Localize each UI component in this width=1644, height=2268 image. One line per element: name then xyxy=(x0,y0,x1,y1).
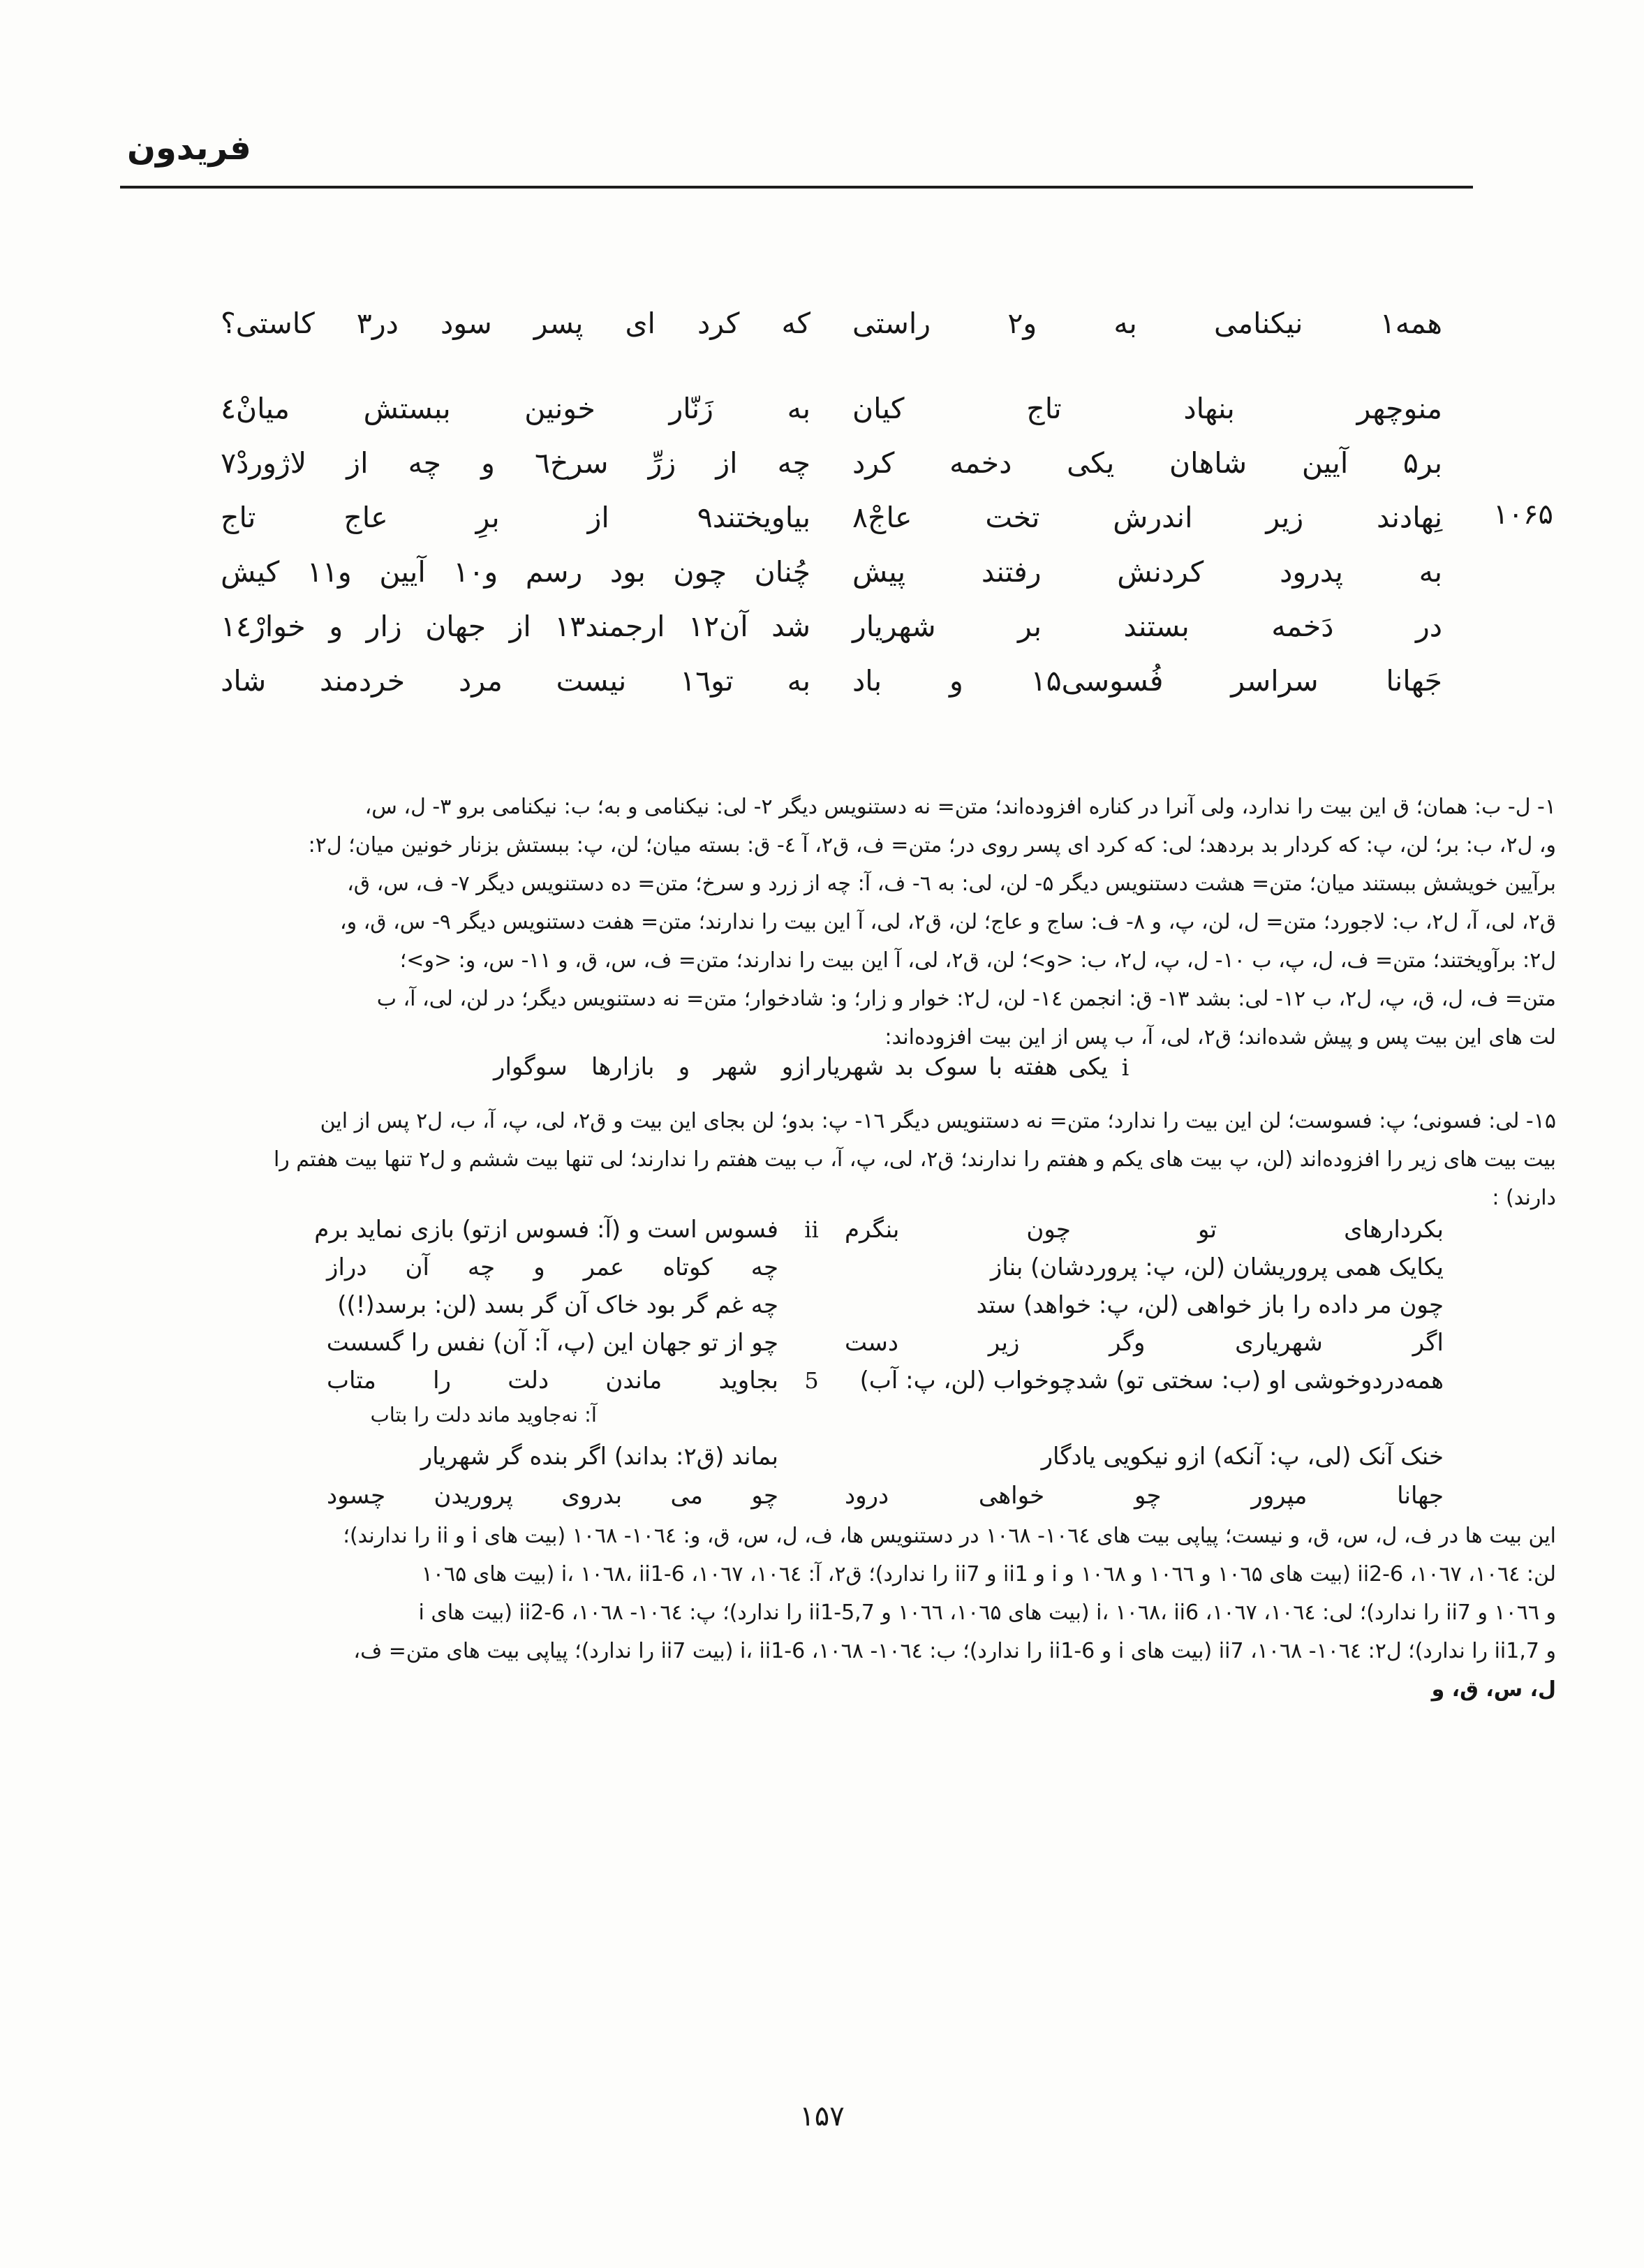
note-line-final: ل، س، ق، و xyxy=(1431,1677,1556,1702)
hemistich-left: بیاویختند۹ از برِ عاج تاج xyxy=(221,501,810,534)
hemistich-right: خنک آنک (لی، پ: آنکه) ازو نیکویی یادگار xyxy=(1041,1443,1444,1471)
hemistich-right: همه‌۱ نیکنامی به و۲ راستی xyxy=(852,307,1442,340)
couplet xyxy=(221,654,1442,708)
note-line: لن: ۱۰٦٤، ۱۰٦۷، ii2-6 (بیت های ۱۰٦۵ و ۱۰٦٦ و ۱۰٦۸ و i و ii1 و ii7 را ندارد)؛ ق۲، آ: ۱۰٦٤، ۱۰٦۷، i، ۱۰٦۸، ii1-6 (بیت های ۱۰٦۵ xyxy=(421,1562,1556,1586)
couplet xyxy=(327,1324,1444,1362)
couplet xyxy=(327,1476,1444,1515)
couplet xyxy=(221,599,1442,654)
apparatus-note-15-16 xyxy=(88,1102,1556,1217)
inserted-verse-i xyxy=(494,1053,1139,1081)
verse-ii-label: ii xyxy=(804,1216,819,1243)
running-header-title: فریدون xyxy=(127,128,251,168)
hemistich-right: جهانا مپرور چو خواهی درود xyxy=(845,1482,1444,1510)
couplet xyxy=(221,296,1442,351)
apparatus-line: ۱- ل- ب: همان؛ ق این بیت را ندارد، ولی آنرا در کناره افزوده‌اند؛ متن= نه دستنویس دیگر ۲- لی: نیکنامی و به؛ ب: نیکنامی برو ۳- ل، س، xyxy=(364,795,1556,819)
manuscript-sequence-note xyxy=(88,1517,1556,1709)
apparatus-line: و، ل۲، ب: بر؛ لن، پ: که کردار بد بردهد؛ لی: که کرد ای پسر روی در؛ متن= ف، ق۲، آ ٤- ق: بسته میان؛ لن، پ: ببستش بزنار خونین میان؛ ل۲: xyxy=(308,833,1556,857)
page-number: ۱۵۷ xyxy=(799,2100,845,2133)
hemistich-left: به تو۱٦ نیست مرد خردمند شاد xyxy=(221,664,810,698)
hemistich-left: به زَنّار خونین ببستش میانْ٤ xyxy=(221,392,810,425)
hemistich-left: شد آن‌۱۲ ارجمند۱۳ از جهان زار و خوارْ۱٤ xyxy=(221,610,810,643)
couplet xyxy=(221,381,1442,436)
couplet xyxy=(327,1362,1444,1399)
hemistich-right: نِهادند زیر اندرش تخت عاجْ۸ xyxy=(852,501,1442,534)
hemistich-left: چو می بدروی پروریدن چسود xyxy=(327,1482,778,1510)
hemistich-left: فسوس است و (آ: فسوس ازتو) بازی نماید برم xyxy=(314,1216,778,1244)
hemistich-right: اگر شهریاری وگر زیر دست xyxy=(845,1329,1444,1357)
verse-block xyxy=(221,296,1442,708)
hemistich-left: چه غم گر بود خاک آن گر بسد (لن: برسد(!)) xyxy=(337,1291,778,1319)
hemistich-left: چُنان چون بود رسم و۱۰ آیین و۱۱ کیش xyxy=(221,555,810,589)
header-rule xyxy=(120,186,1473,189)
note-line: این بیت ها در ف، ل، س، ق، و نیست؛ پیاپی بیت های ۱۰٦٤- ۱۰٦۸ در دستنویس ها، ف، ل، س، ق، و: ۱۰٦٤- ۱۰٦۸ (بیت های i و ii را ندارند)؛ xyxy=(343,1524,1556,1548)
verse-i-label: i xyxy=(1121,1053,1130,1081)
hemistich-left: ازو شهر و بازارها سوگوار xyxy=(494,1053,811,1081)
apparatus-line: ۱۵- لی: فسونی؛ پ: فسوست؛ لن این بیت را ندارد؛ متن= نه دستنویس دیگر ۱٦- پ: بدو؛ لن بجای این بیت و ق۲، لی، پ، آ، ب، ل۲ پس از این xyxy=(320,1109,1556,1133)
variant-subline: آ: نه‌جاوید ماند دلت را بتاب xyxy=(370,1403,597,1427)
hemistich-left: چو از تو جهان این (پ، آ: آن) نفس را گسست xyxy=(326,1329,778,1357)
hemistich-right: بر۵ آیین شاهان یکی دخمه کرد xyxy=(852,446,1442,480)
hemistich-right: بکردارهای تو چون بنگرم xyxy=(845,1216,1444,1244)
hemistich-right: همه‌دردوخوشی او (ب: سختی تو) شدچوخواب (لن، پ: آب) xyxy=(859,1367,1444,1394)
hemistich-left: بماند (ق۲: بداند) اگر بنده گر شهریار xyxy=(420,1443,778,1471)
couplet xyxy=(221,490,1442,545)
hemistich-left: چه از زرِّ سرخ‌٦ و چه از لاژوردْ۷ xyxy=(221,446,810,480)
hemistich-left: بجاوید ماندن دلت را متاب xyxy=(327,1367,778,1394)
hemistich-right: یکایک همی پروریشان (لن، پ: پروردشان) بناز xyxy=(990,1253,1444,1281)
apparatus-line: ق۲، لی، آ، ل۲، ب: لاجورد؛ متن= ل، لن، پ، و ۸- ف: ساج و عاج؛ لن، ق۲، لی، آ این بیت را ندارند؛ متن= هفت دستنویس دیگر ۹- س، ق، و، xyxy=(339,910,1556,934)
variant-subline-row xyxy=(327,1399,1444,1430)
couplet xyxy=(314,1211,1444,1249)
couplet xyxy=(327,1286,1444,1324)
hemistich-right: در دَخمه بستند بر شهریار xyxy=(852,610,1442,643)
apparatus-line: بیت بیت های زیر را افزوده‌اند (لن، پ بیت های یکم و هفتم را ندارند؛ ق۲، لی، پ، آ، ب بیت هفتم را ندارند؛ لی تنها بیت ششم و ل۲ تنها بیت هفتم را xyxy=(273,1147,1556,1172)
hemistich-right: جَهانا سراسر فُسوسی‌۱۵ و باد xyxy=(852,664,1442,698)
note-line: و ۱۰٦٦ و ii7 را ندارد)؛ لی: ۱۰٦٤، ۱۰٦۷، i، ۱۰٦۸، ii6 (بیت های ۱۰٦۵، ۱۰٦٦ و ii1-5,7 را ندارد)؛ پ: ۱۰٦٤- ۱۰٦۸، ii2-6 (بیت های i xyxy=(418,1600,1556,1625)
apparatus-line: لت های این بیت پس و پیش شده‌اند؛ ق۲، لی، آ، ب پس از این بیت افزوده‌اند: xyxy=(884,1025,1556,1050)
apparatus-line: ل۲: برآویختند؛ متن= ف، ل، پ، ب ۱۰- ل، پ، ل۲، ب: <و>؛ لن، ق۲، لی، آ این بیت را ندارند؛ متن= ف، س، ق، و ۱۱- س، و: <و>؛ xyxy=(399,948,1556,973)
apparatus-line-tail: دارند) : xyxy=(1492,1186,1556,1210)
critical-apparatus xyxy=(88,788,1556,1056)
hemistich-right: یکی هفته با سوک بد شهریار xyxy=(815,1053,1108,1081)
hemistich-left: چه کوتاه عمر و چه آن دراز xyxy=(327,1253,778,1281)
couplet xyxy=(221,545,1442,599)
couplet xyxy=(327,1249,1444,1286)
apparatus-line: متن= ف، ل، ق، پ، ل۲، ب ۱۲- لی: بشد ۱۳- ق: انجمن ۱٤- لن، ل۲: خوار و زار؛ و: شادخوار؛ متن= نه دستنویس دیگر؛ در لن، لی، آ، ب xyxy=(376,987,1556,1011)
hemistich-left: که کرد ای پسر سود در۳ کاستی؟ xyxy=(221,307,810,340)
apparatus-line: برآیین خویشش ببستند میان؛ متن= هشت دستنویس دیگر ۵- لن، لی: به ٦- ف، آ: چه از زرد و سرخ؛ متن= ده دستنویس دیگر ۷- ف، س، ق، xyxy=(347,871,1556,896)
inserted-verse-block-ii xyxy=(314,1211,1444,1515)
verse-count-5-label: 5 xyxy=(804,1367,819,1394)
couplet xyxy=(221,436,1442,490)
note-line: و ii1,7 را ندارد)؛ ل۲: ۱۰٦٤- ۱۰٦۸، ii7 (بیت های i و ii1-6 را ندارد)؛ ب: ۱۰٦٤- ۱۰٦۸، i، ii1-6 (بیت ii7 را ندارد)؛ پیاپی بیت های متن= ف، xyxy=(353,1639,1556,1663)
hemistich-right: به پدرود کردنش رفتند پیش xyxy=(852,555,1442,589)
hemistich-right: منوچهر بنهاد تاج کیان xyxy=(852,392,1442,425)
verse-number-marginal: ۱۰۶۵ xyxy=(1493,499,1553,531)
hemistich-right: چون مر داده را باز خواهی (لن، پ: خواهد) ستد xyxy=(976,1291,1444,1319)
couplet xyxy=(327,1437,1444,1476)
